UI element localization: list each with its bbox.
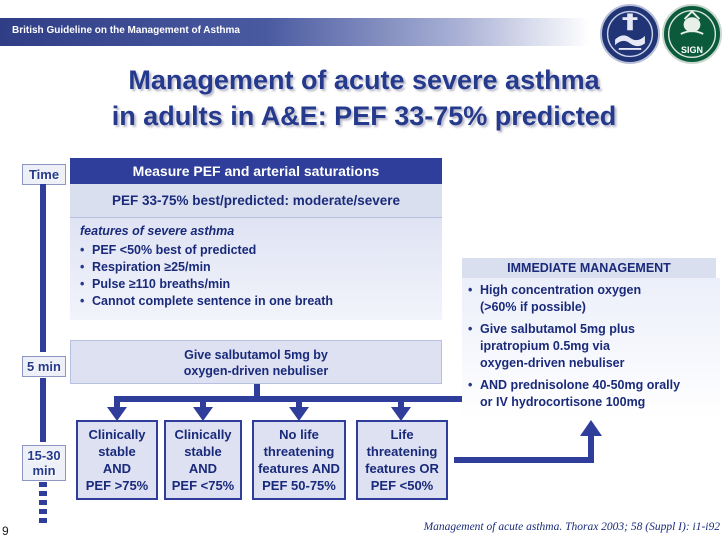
outcome-box-stable-pef-under-75 — [164, 420, 242, 500]
measure-pef-box: Measure PEF and arterial saturations — [70, 158, 442, 184]
management-line: ipratropium 0.5mg via — [480, 339, 610, 353]
slide-number: 9 — [2, 524, 9, 538]
outcome-line: threatening — [263, 444, 335, 459]
management-item — [468, 377, 720, 411]
crest-logo-graphic — [602, 6, 658, 62]
management-line: (>60% if possible) — [480, 300, 586, 314]
timeline-time-label: Time — [22, 164, 66, 185]
arrow-down-icon — [391, 407, 411, 421]
arrow-down-icon — [107, 407, 127, 421]
title-line-1: Management of acute severe asthma — [128, 65, 600, 95]
management-arrow-stem — [588, 434, 594, 463]
feature-item: • Pulse ≥110 breaths/min — [80, 276, 442, 293]
severe-features-box — [70, 218, 442, 320]
outcome-box-stable-pef-over-75 — [76, 420, 158, 500]
timeline-dotted-continuation — [39, 482, 47, 524]
outcome-line: stable — [184, 444, 222, 459]
sign-logo-icon — [662, 4, 722, 64]
give-line-2: oxygen-driven nebuliser — [183, 364, 329, 378]
give-line-1: Give salbutamol 5mg by — [184, 348, 328, 362]
guideline-header-band — [0, 18, 590, 46]
pef-category-box: PEF 33-75% best/predicted: moderate/severe — [70, 184, 442, 218]
outcome-box-life-threatening — [356, 420, 448, 500]
arrow-down-icon — [289, 407, 309, 421]
management-arrow-tail — [454, 457, 594, 463]
timeline-bar — [40, 184, 46, 352]
feature-item: • Cannot complete sentence in one breath — [80, 293, 442, 310]
sign-logo-text: SIGN — [680, 45, 703, 55]
outcome-line: threatening — [366, 444, 438, 459]
slide-title — [10, 62, 718, 134]
outcome-line: AND — [102, 461, 132, 476]
citation: Management of acute asthma. Thorax 2003; 58 (Suppl I): i1-i92 — [423, 521, 720, 533]
outcome-line: Clinically — [88, 427, 146, 442]
timeline-15-30-line1: 15-30 — [27, 448, 61, 463]
outcome-line: Clinically — [174, 427, 232, 442]
immediate-management-list — [468, 282, 720, 411]
give-salbutamol-box — [70, 340, 442, 384]
outcome-line: PEF <50% — [370, 478, 434, 493]
arrow-down-icon — [193, 407, 213, 421]
timeline-15-30-min-label — [22, 445, 66, 481]
arrow-up-icon — [580, 420, 602, 436]
management-line: • High concentration oxygen — [480, 283, 642, 297]
outcome-box-no-life-threatening — [252, 420, 346, 500]
timeline-15-30-line2: min — [32, 463, 56, 478]
outcome-line: stable — [98, 444, 136, 459]
management-line: oxygen-driven nebuliser — [480, 356, 625, 370]
title-line-2: in adults in A&E: PEF 33-75% predicted — [111, 101, 617, 131]
management-line: or IV hydrocortisone 100mg — [480, 395, 646, 409]
outcome-line: PEF 50-75% — [262, 478, 336, 493]
outcome-line: PEF >75% — [85, 478, 149, 493]
outcome-line: features AND — [258, 461, 340, 476]
outcome-line: No life — [279, 427, 319, 442]
outcome-line: AND — [188, 461, 218, 476]
immediate-management-box — [462, 278, 720, 420]
guideline-header-text: British Guideline on the Management of Asthma — [12, 25, 240, 36]
feature-item: • PEF <50% best of predicted — [80, 242, 442, 259]
timeline-5-min-label: 5 min — [22, 356, 66, 377]
crest-logo-icon — [600, 4, 660, 64]
management-item — [468, 321, 720, 372]
features-title: features of severe asthma — [80, 224, 235, 238]
management-line: • AND prednisolone 40-50mg orally — [480, 378, 681, 392]
outcome-line: features OR — [365, 461, 439, 476]
feature-item: • Respiration ≥25/min — [80, 259, 442, 276]
management-item — [468, 282, 720, 316]
timeline-bar-lower — [40, 378, 46, 442]
outcome-line: PEF <75% — [171, 478, 235, 493]
outcome-line: Life — [390, 427, 414, 442]
features-list — [80, 242, 442, 310]
immediate-management-title: IMMEDIATE MANAGEMENT — [462, 258, 716, 278]
management-line: • Give salbutamol 5mg plus — [480, 322, 635, 336]
